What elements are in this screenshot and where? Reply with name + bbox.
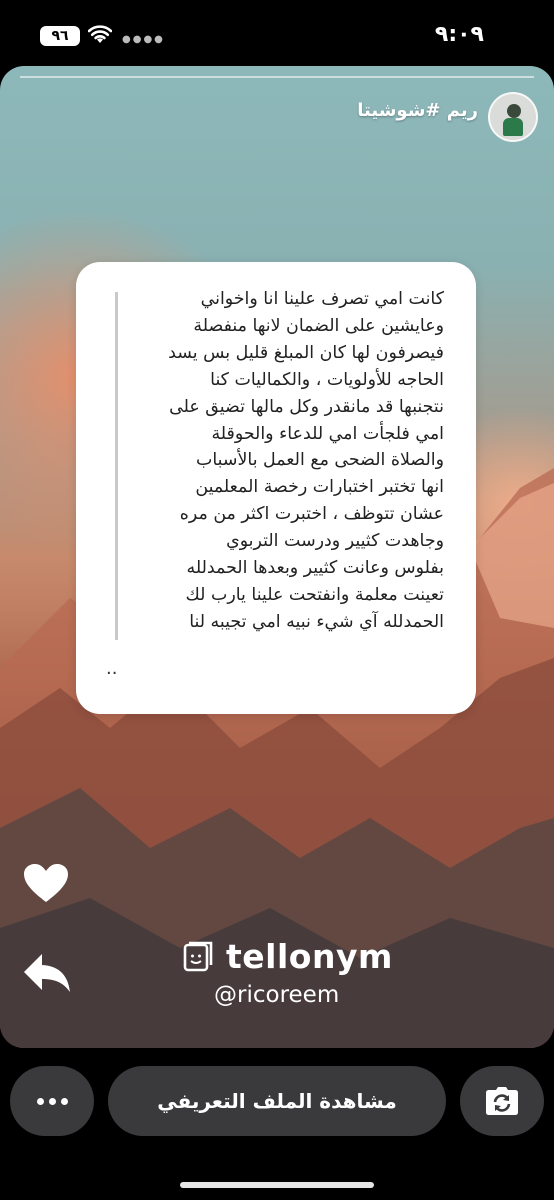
battery-level: ٩٦ [51,28,69,44]
wifi-icon [88,24,112,46]
more-dots-icon [37,1098,44,1105]
view-profile-button[interactable]: مشاهدة الملف التعريفي [108,1066,446,1136]
story-username[interactable]: ريم #شوشيتا [357,100,478,121]
bottom-bar [0,1048,554,1200]
avatar[interactable] [488,92,538,142]
reply-arrow-icon[interactable] [22,952,72,994]
camera-switch-icon [485,1086,519,1116]
question-card[interactable] [76,262,476,714]
battery-icon [40,26,80,46]
signal-dots-icon: ●●●● [122,34,165,45]
story-progress-bar [20,76,534,79]
status-bar [0,0,554,66]
story-view[interactable] [0,66,554,1048]
question-text: كانت امي تصرف علينا انا واخواني وعايشين على الضمان لانها منفصلة فيصرفون لها كان المبلغ قليل بس يسد الحاجه للأولويات ، والكماليات كنا نتجنبها قد مانقدر وكل مالها تضيق على امي فلجأت امي للدعاء والحوقلة والصلاة الضحى مع العمل بالأسباب انها تختبر اختبارات رخصة المعلمين عشان تتوظف ، اختبرت اكثر من مره وجاهدت كثيير ودرست التربوي بفلوس وعانت كثيير وبعدها الحمدلله تعينت معلمة وانفتحت علينا يارب لك الحمدلله آي شيء نبيه امي تجيبه لنا [168,289,444,632]
home-indicator[interactable] [180,1182,374,1188]
clock: ٩:٠٩ [434,22,484,47]
camera-button[interactable] [460,1066,544,1136]
brand-name: tellonym [226,936,393,976]
tellonym-logo-icon [182,939,216,973]
tellonym-brand [182,936,393,976]
user-handle[interactable]: @ricoreem [214,982,340,1008]
more-button[interactable] [10,1066,94,1136]
heart-icon[interactable] [22,862,70,904]
question-ellipsis: .. [106,658,118,679]
